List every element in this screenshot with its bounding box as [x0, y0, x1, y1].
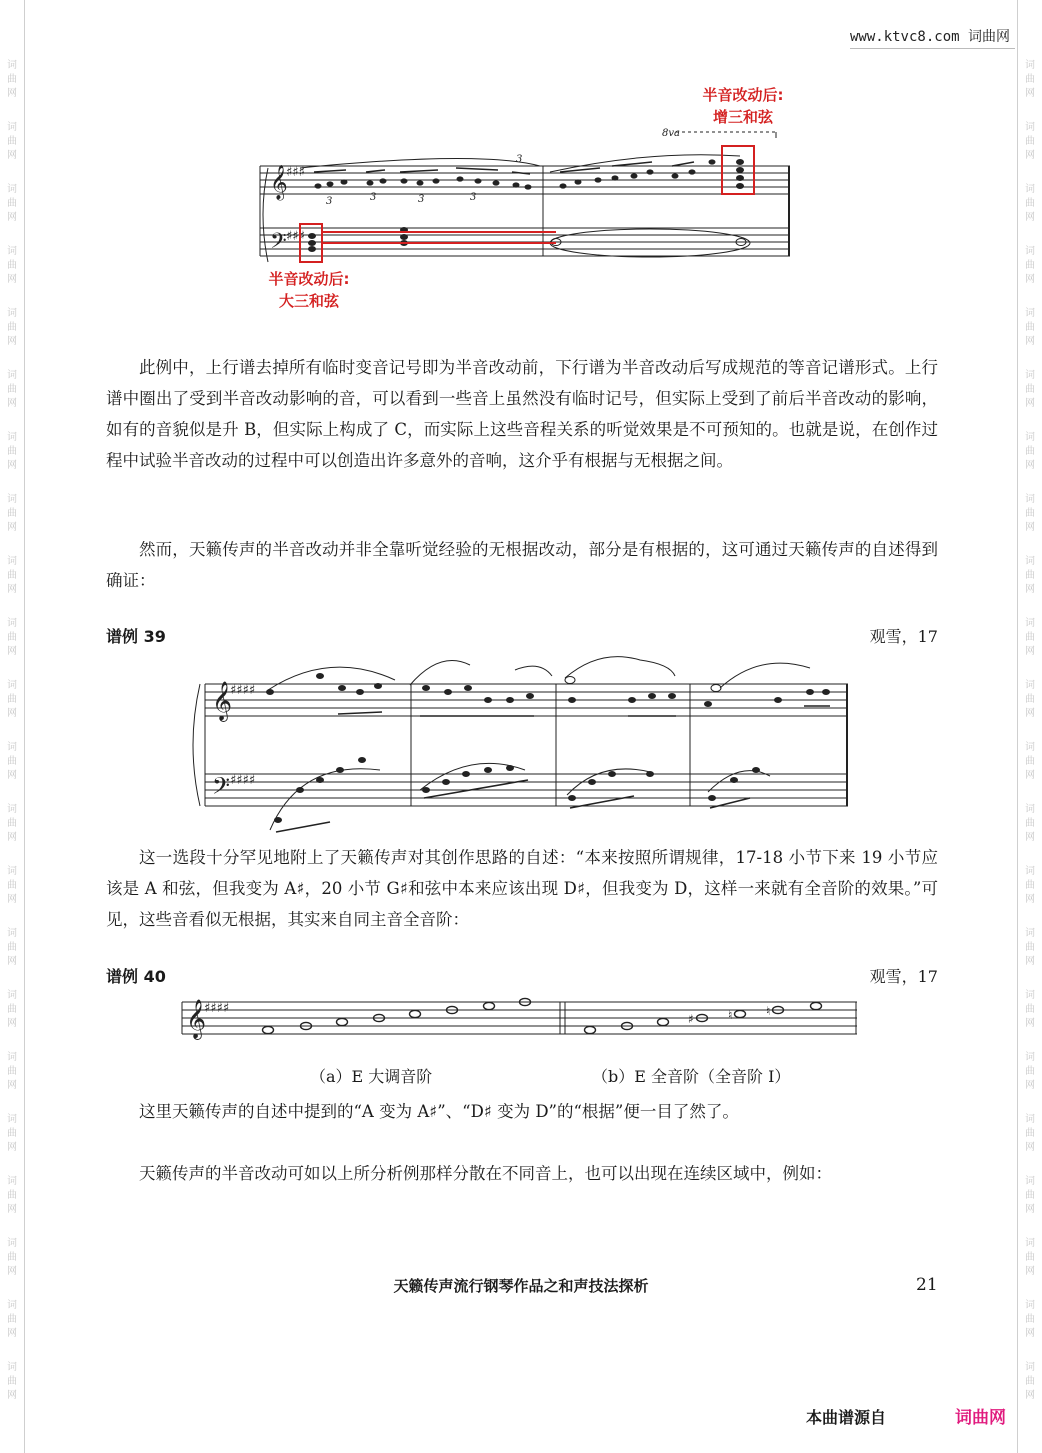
svg-text:3: 3	[418, 194, 425, 205]
watermark-glyph: 曲	[7, 570, 17, 581]
watermark-glyph: 曲	[7, 260, 17, 271]
watermark-glyph: 网	[1025, 398, 1035, 409]
watermark-glyph: 曲	[1025, 260, 1035, 271]
ex40-staff	[182, 1002, 857, 1034]
watermark-glyph: 词	[7, 370, 17, 381]
watermark-glyph: 网	[7, 336, 17, 347]
watermark-glyph: 曲	[1025, 818, 1035, 829]
watermark-glyph: 词	[1025, 556, 1035, 567]
watermark-glyph: 曲	[1025, 632, 1035, 643]
watermark-glyph: 网	[7, 1390, 17, 1401]
watermark-glyph: 网	[7, 1080, 17, 1091]
watermark-glyph: 网	[1025, 150, 1035, 161]
watermark-glyph: 词	[1025, 928, 1035, 939]
watermark-glyph: 曲	[1025, 508, 1035, 519]
watermark-glyph: 词	[7, 184, 17, 195]
watermark-glyph: 词	[1025, 1176, 1035, 1187]
svg-text:♮: ♮	[728, 1008, 733, 1022]
slur-39-2	[410, 661, 470, 686]
watermark-glyph: 网	[7, 894, 17, 905]
watermark-glyph: 曲	[7, 136, 17, 147]
watermark-glyph: 词	[7, 1052, 17, 1063]
slur-39-4	[565, 657, 675, 678]
svg-text:3: 3	[470, 192, 477, 203]
watermark-glyph: 网	[1025, 1390, 1035, 1401]
svg-text:♯♯♯♯: ♯♯♯♯	[230, 773, 256, 788]
watermark-glyph: 曲	[1025, 1004, 1035, 1015]
paragraph-2: 然而，天籁传声的半音改动并非全靠听觉经验的无根据改动，部分是有根据的，这可通过天籁传声的自述得到确证：	[106, 540, 938, 590]
watermark-glyph: 网	[7, 1204, 17, 1215]
watermark-glyph: 网	[1025, 1080, 1035, 1091]
watermark-glyph: 词	[1025, 432, 1035, 443]
watermark-glyph: 网	[1025, 1204, 1035, 1215]
svg-text:𝄞: 𝄞	[186, 999, 207, 1039]
watermark-glyph: 词	[7, 990, 17, 1001]
svg-text:8va: 8va	[662, 128, 680, 139]
watermark-glyph: 词	[7, 246, 17, 257]
watermark-glyph: 词	[7, 804, 17, 815]
watermark-glyph: 网	[7, 832, 17, 843]
example-40-caption-b: （b）E 全音阶（全音阶 Ⅰ）	[592, 1067, 791, 1086]
example-40-score	[182, 1002, 857, 1034]
ex40-scale-a-notes	[263, 998, 531, 1033]
watermark-glyph: 网	[1025, 832, 1035, 843]
watermark-glyph: 曲	[1025, 136, 1035, 147]
treble-clef-top: 𝄞	[270, 165, 288, 200]
slur-39-3	[515, 666, 552, 676]
watermark-glyph: 曲	[1025, 880, 1035, 891]
watermark-glyph: 曲	[1025, 694, 1035, 705]
watermark-glyph: 网	[1025, 956, 1035, 967]
watermark-glyph: 网	[7, 708, 17, 719]
watermark-glyph: 词	[1025, 246, 1035, 257]
watermark-glyph: 词	[7, 1238, 17, 1249]
watermark-glyph: 曲	[1025, 1252, 1035, 1263]
watermark-glyph: 网	[1025, 274, 1035, 285]
watermark-glyph: 曲	[7, 1252, 17, 1263]
watermark-glyph: 词	[1025, 494, 1035, 505]
watermark-glyph: 词	[1025, 742, 1035, 753]
svg-text:𝄢: 𝄢	[212, 772, 231, 805]
brace-top	[263, 168, 268, 262]
watermark-glyph: 词	[1025, 370, 1035, 381]
watermark-glyph: 网	[7, 522, 17, 533]
watermark-glyph: 曲	[7, 818, 17, 829]
watermark-glyph: 词	[1025, 1300, 1035, 1311]
watermark-glyph: 网	[7, 212, 17, 223]
watermark-glyph: 网	[1025, 522, 1035, 533]
watermark-glyph: 词	[7, 1176, 17, 1187]
watermark-glyph: 曲	[1025, 756, 1035, 767]
watermark-glyph: 网	[7, 1328, 17, 1339]
watermark-glyph: 网	[7, 1018, 17, 1029]
watermark-glyph: 词	[1025, 804, 1035, 815]
watermark-glyph: 词	[7, 308, 17, 319]
svg-text:3: 3	[326, 196, 333, 207]
watermark-glyph: 网	[7, 150, 17, 161]
watermark-glyph: 曲	[7, 1190, 17, 1201]
watermark-glyph: 网	[1025, 708, 1035, 719]
footer-title: 天籁传声流行钢琴作品之和声技法探析	[393, 1277, 649, 1295]
watermark-glyph: 曲	[7, 1128, 17, 1139]
page-number: 21	[916, 1275, 938, 1295]
watermark-glyph: 网	[7, 88, 17, 99]
watermark-glyph: 词	[7, 1114, 17, 1125]
watermark-glyph: 曲	[7, 1314, 17, 1325]
watermark-glyph: 曲	[1025, 384, 1035, 395]
watermark-glyph: 词	[7, 494, 17, 505]
watermark-glyph: 网	[7, 1142, 17, 1153]
watermark-glyph: 网	[1025, 1142, 1035, 1153]
watermark-glyph: 曲	[1025, 1314, 1035, 1325]
watermark-glyph: 曲	[7, 198, 17, 209]
paragraph-1: 此例中，上行谱去掉所有临时变音记号即为半音改动前，下行谱为半音改动后写成规范的等音记谱形式。上行谱中圈出了受到半音改动影响的音，可以看到一些音上虽然没有临时记号，但实际上受到了前后半音改动的影响，如有的音貌似是升 B，但实际上构成了 C，而实际上这些音程关系的听觉效果是不可预知的。也就是说，在创作过程中试验半音改动的过程中可以创造出许多意外的音响，这介乎有根据与无根据之间。	[106, 358, 938, 470]
watermark-glyph: 曲	[7, 756, 17, 767]
svg-text:3: 3	[516, 154, 523, 165]
watermark-glyph: 曲	[7, 384, 17, 395]
watermark-glyph: 词	[1025, 866, 1035, 877]
watermark-glyph: 词	[1025, 1238, 1035, 1249]
watermark-glyph: 词	[7, 122, 17, 133]
example-39-label: 谱例 39	[106, 627, 166, 646]
source-note-site[interactable]: 词曲网	[955, 1408, 1006, 1428]
svg-text:♯♯♯♯: ♯♯♯♯	[204, 1001, 230, 1016]
svg-text:♯: ♯	[688, 1012, 694, 1026]
watermark-glyph: 曲	[1025, 942, 1035, 953]
watermark-glyph: 网	[1025, 212, 1035, 223]
ex39-treble-staff	[205, 684, 848, 716]
watermark-glyph: 网	[7, 460, 17, 471]
watermark-glyph: 曲	[7, 1376, 17, 1387]
watermark-glyph: 网	[1025, 1266, 1035, 1277]
watermark-glyph: 词	[1025, 122, 1035, 133]
watermark-glyph: 网	[1025, 336, 1035, 347]
watermark-glyph: 网	[7, 956, 17, 967]
example-40-label: 谱例 40	[106, 967, 166, 986]
watermark-glyph: 词	[7, 1362, 17, 1373]
watermark-glyph: 词	[1025, 680, 1035, 691]
watermark-glyph: 网	[1025, 1018, 1035, 1029]
watermark-glyph: 词	[1025, 184, 1035, 195]
watermark-glyph: 曲	[1025, 446, 1035, 457]
watermark-glyph: 曲	[1025, 198, 1035, 209]
example-40-caption-a: （a）E 大调音阶	[310, 1067, 433, 1086]
watermark-glyph: 词	[1025, 1362, 1035, 1373]
annotation-top-line1: 半音改动后:	[702, 86, 784, 104]
watermark-glyph: 词	[7, 866, 17, 877]
watermark-glyph: 网	[7, 398, 17, 409]
watermark-glyph: 词	[7, 742, 17, 753]
paragraph-4: 这里天籁传声的自述中提到的“A 变为 A♯”、“D♯ 变为 D”的“根据”便一目了然了。	[139, 1102, 739, 1121]
bass-clef-top: 𝄢	[270, 229, 287, 259]
watermark-glyph: 网	[7, 646, 17, 657]
watermark-glyph: 曲	[1025, 322, 1035, 333]
watermark-glyph: 词	[7, 1300, 17, 1311]
watermark-glyph: 曲	[1025, 1190, 1035, 1201]
example-39-source: 观雪，17	[869, 627, 938, 646]
watermark-glyph: 词	[1025, 618, 1035, 629]
watermark-glyph: 网	[7, 770, 17, 781]
watermark-glyph: 词	[1025, 1052, 1035, 1063]
example-40-source: 观雪，17	[869, 967, 938, 986]
watermark-glyph: 词	[1025, 308, 1035, 319]
svg-text:♯♯♯: ♯♯♯	[286, 165, 305, 180]
watermark-glyph: 网	[1025, 646, 1035, 657]
watermark-glyph: 网	[7, 584, 17, 595]
watermark-glyph: 词	[1025, 990, 1035, 1001]
watermark-glyph: 词	[7, 432, 17, 443]
watermark-glyph: 词	[7, 618, 17, 629]
watermark-glyph: 曲	[1025, 1066, 1035, 1077]
watermark-glyph: 曲	[7, 880, 17, 891]
watermark-glyph: 网	[1025, 894, 1035, 905]
watermark-glyph: 曲	[7, 694, 17, 705]
ex39-treble-notes	[266, 673, 830, 707]
watermark-glyph: 曲	[7, 942, 17, 953]
watermark-glyph: 网	[1025, 770, 1035, 781]
watermark-glyph: 曲	[7, 1066, 17, 1077]
watermark-glyph: 网	[1025, 88, 1035, 99]
paragraph-5: 天籁传声的半音改动可如以上所分析例那样分散在不同音上，也可以出现在连续区域中，例如：	[139, 1164, 832, 1183]
watermark-glyph: 曲	[7, 508, 17, 519]
top-treble-beams	[314, 162, 694, 174]
watermark-glyph: 词	[7, 556, 17, 567]
watermark-glyph: 曲	[1025, 1128, 1035, 1139]
paragraph-3: 这一选段十分罕见地附上了天籁传声对其创作思路的自述：“本来按照所谓规律，17-18 小节下来 19 小节应该是 A 和弦，但我变为 A♯，20 小节 G♯和弦中本来应该出现 D♯，但我变为 D，这样一来就有全音阶的效果。”可见，这些音看似无根据，其实来自同主音全音阶：	[106, 848, 938, 929]
watermark-glyph: 曲	[1025, 570, 1035, 581]
source-note-label: 本曲谱源自	[806, 1408, 887, 1427]
watermark-glyph: 曲	[7, 1004, 17, 1015]
slur-39-bass-1	[270, 769, 380, 830]
watermark-glyph: 词	[7, 60, 17, 71]
watermark-glyph: 词	[1025, 1114, 1035, 1125]
annotation-bottom-line1: 半音改动后:	[268, 270, 350, 288]
watermark-glyph: 曲	[1025, 74, 1035, 85]
example-39-score	[193, 657, 848, 830]
watermark-glyph: 曲	[7, 446, 17, 457]
watermark-glyph: 网	[1025, 1328, 1035, 1339]
site-header: www.ktvc8.com 词曲网	[849, 29, 1010, 45]
watermark-glyph: 词	[1025, 60, 1035, 71]
watermark-glyph: 网	[1025, 460, 1035, 471]
brace-39	[193, 684, 200, 806]
watermark-glyph: 词	[7, 928, 17, 939]
watermark-glyph: 曲	[7, 74, 17, 85]
watermark-glyph: 词	[7, 680, 17, 691]
svg-text:♯♯♯♯: ♯♯♯♯	[230, 683, 256, 698]
tie-bass-long	[550, 229, 750, 257]
watermark-glyph: 网	[7, 274, 17, 285]
annotation-bottom-line2: 大三和弦	[278, 292, 339, 310]
watermark-glyph: 曲	[1025, 1376, 1035, 1387]
watermark-glyph: 曲	[7, 322, 17, 333]
watermark-glyph: 网	[1025, 584, 1035, 595]
svg-text:3: 3	[370, 192, 377, 203]
slur-top-1	[300, 158, 540, 168]
svg-text:♮: ♮	[766, 1004, 771, 1018]
svg-text:♯♯♯: ♯♯♯	[286, 229, 305, 244]
annotation-top-line2: 增三和弦	[712, 108, 773, 126]
watermark-glyph: 曲	[7, 632, 17, 643]
watermark-glyph: 网	[7, 1266, 17, 1277]
svg-text:𝄞: 𝄞	[212, 681, 233, 721]
